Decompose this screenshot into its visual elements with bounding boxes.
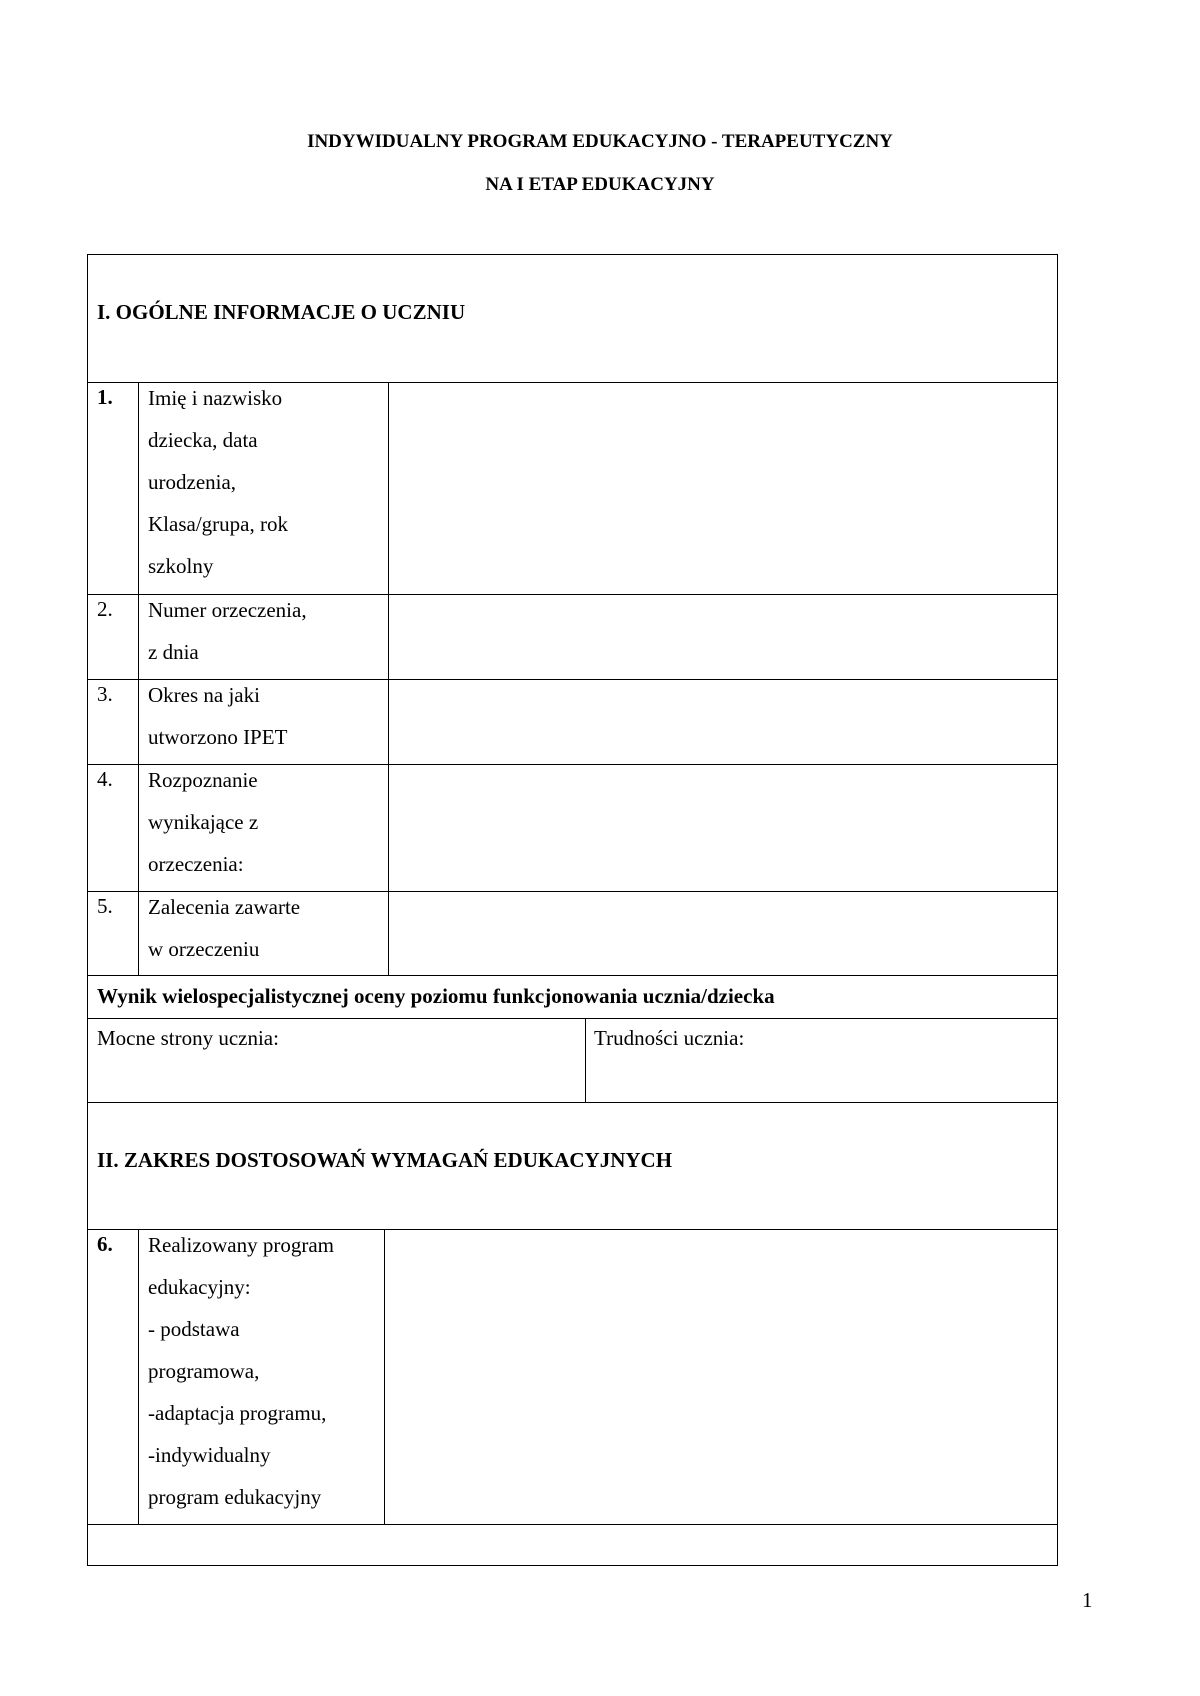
- section-1-heading: I. OGÓLNE INFORMACJE O UCZNIU: [97, 300, 466, 324]
- row-label-education-program: Realizowany program edukacyjny: - podstawa programowa, -adaptacja programu, -indywidualny program edukacyjny: [148, 1233, 335, 1509]
- row-number-4: 4.: [97, 767, 113, 791]
- input-diagnosis[interactable]: [389, 765, 1057, 891]
- input-child-name[interactable]: [389, 383, 1057, 594]
- row-label-ipet-period: Okres na jaki utworzono IPET: [148, 683, 288, 749]
- row-number-2: 2.: [97, 597, 113, 621]
- page-number: 1: [1082, 1588, 1093, 1612]
- row-number-3: 3.: [97, 682, 113, 706]
- input-education-program[interactable]: [385, 1230, 1057, 1524]
- document-subtitle: NA I ETAP EDUKACYJNY: [485, 174, 715, 195]
- assessment-heading: Wynik wielospecjalistycznej oceny poziomu funkcjonowania ucznia/dziecka: [97, 984, 775, 1008]
- row-label-decision-number: Numer orzeczenia, z dnia: [148, 598, 307, 664]
- row-label-recommendations: Zalecenia zawarte w orzeczeniu: [148, 895, 301, 961]
- difficulties-label: Trudności ucznia:: [594, 1026, 745, 1050]
- input-ipet-period[interactable]: [389, 680, 1057, 764]
- row-label-child-name: Imię i nazwisko dziecka, data urodzenia, Klasa/grupa, rok szkolny: [148, 386, 288, 578]
- section-2-heading: II. ZAKRES DOSTOSOWAŃ WYMAGAŃ EDUKACYJNYCH: [97, 1148, 673, 1172]
- row-label-diagnosis: Rozpoznanie wynikające z orzeczenia:: [148, 768, 259, 876]
- strengths-label: Mocne strony ucznia:: [97, 1026, 279, 1050]
- row-number-5: 5.: [97, 894, 113, 918]
- row-number-1: 1.: [97, 385, 113, 409]
- input-recommendations[interactable]: [389, 892, 1057, 975]
- ipet-form-table: [87, 254, 1058, 1566]
- document-title: INDYWIDUALNY PROGRAM EDUKACYJNO - TERAPEUTYCZNY: [307, 131, 893, 152]
- row-number-6: 6.: [97, 1232, 113, 1256]
- empty-row[interactable]: [88, 1525, 1057, 1565]
- input-decision-number[interactable]: [389, 595, 1057, 679]
